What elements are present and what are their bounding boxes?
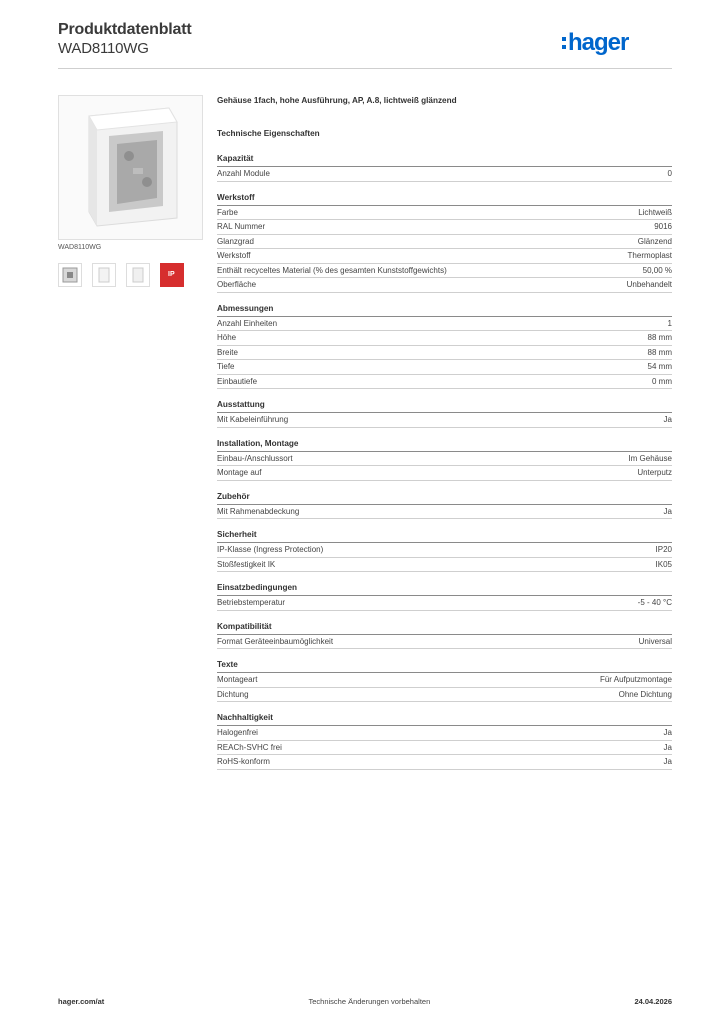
spec-label: IP-Klasse (Ingress Protection) bbox=[217, 545, 324, 554]
spec-row bbox=[217, 505, 672, 520]
spec-row bbox=[217, 726, 672, 741]
product-media bbox=[58, 95, 203, 287]
spec-row bbox=[217, 466, 672, 481]
spec-row bbox=[217, 673, 672, 688]
spec-value: Im Gehäuse bbox=[628, 453, 672, 463]
spec-row bbox=[217, 331, 672, 346]
section-title: Werkstoff bbox=[217, 192, 672, 206]
spec-section bbox=[217, 582, 672, 611]
spec-value: 50,00 % bbox=[642, 265, 672, 275]
spec-label: Glanzgrad bbox=[217, 236, 254, 246]
spec-row bbox=[217, 249, 672, 264]
spec-label: Oberfläche bbox=[217, 280, 257, 289]
product-specs bbox=[217, 96, 672, 770]
section-title: Texte bbox=[217, 659, 672, 673]
spec-sections bbox=[217, 153, 672, 770]
ip-badge: IP bbox=[168, 271, 175, 278]
spec-row bbox=[217, 688, 672, 703]
spec-value: 88 mm bbox=[647, 347, 672, 357]
footer-date: 24.04.2026 bbox=[634, 997, 672, 1006]
section-title: Ausstattung bbox=[217, 399, 672, 413]
spec-value: Ja bbox=[663, 728, 672, 737]
spec-section bbox=[217, 621, 672, 650]
spec-value: Thermoplast bbox=[627, 251, 672, 260]
spec-value: Glänzend bbox=[637, 236, 672, 246]
spec-row bbox=[217, 741, 672, 756]
spec-value: 0 bbox=[667, 169, 672, 178]
spec-label: Montage auf bbox=[217, 468, 262, 477]
spec-value: Ja bbox=[663, 742, 672, 752]
spec-section bbox=[217, 712, 672, 770]
spec-label: Stoßfestigkeit IK bbox=[217, 559, 276, 569]
spec-row bbox=[217, 235, 672, 250]
spec-label: Breite bbox=[217, 347, 238, 357]
spec-label: Einbautiefe bbox=[217, 376, 258, 386]
spec-row bbox=[217, 413, 672, 428]
spec-value: Unterputz bbox=[637, 468, 672, 477]
section-title: Nachhaltigkeit bbox=[217, 712, 672, 726]
spec-row bbox=[217, 346, 672, 361]
spec-row bbox=[217, 543, 672, 558]
spec-label: Anzahl Module bbox=[217, 169, 270, 178]
spec-section bbox=[217, 303, 672, 390]
footer-notice: Technische Änderungen vorbehalten bbox=[308, 997, 431, 1006]
product-image[interactable] bbox=[58, 95, 203, 240]
spec-row bbox=[217, 596, 672, 611]
spec-section bbox=[217, 438, 672, 481]
spec-value: 9016 bbox=[654, 222, 672, 231]
spec-label: RAL Nummer bbox=[217, 222, 266, 231]
spec-value: 0 mm bbox=[652, 376, 672, 386]
spec-row bbox=[217, 755, 672, 770]
spec-value: -5 - 40 °C bbox=[637, 598, 672, 607]
thumbnail-strip bbox=[58, 263, 203, 287]
spec-section bbox=[217, 529, 672, 572]
page-title: Produktdatenblatt bbox=[58, 21, 192, 38]
spec-value: Ja bbox=[663, 757, 672, 766]
spec-section bbox=[217, 491, 672, 520]
spec-label: Betriebstemperatur bbox=[217, 598, 286, 607]
spec-row bbox=[217, 635, 672, 650]
spec-section bbox=[217, 192, 672, 293]
spec-label: Mit Kabeleinführung bbox=[217, 415, 289, 424]
page-footer bbox=[58, 997, 672, 1006]
spec-section bbox=[217, 659, 672, 702]
spec-label: REACh-SVHC frei bbox=[217, 742, 282, 752]
spec-row bbox=[217, 206, 672, 221]
spec-row bbox=[217, 360, 672, 375]
spec-row bbox=[217, 278, 672, 293]
spec-value: Ja bbox=[663, 506, 672, 516]
thumbnail-ip-rating[interactable] bbox=[160, 263, 184, 287]
spec-row bbox=[217, 167, 672, 182]
technical-properties-heading: Technische Eigenschaften bbox=[217, 129, 320, 138]
spec-row bbox=[217, 317, 672, 332]
spec-value: Für Aufputzmontage bbox=[599, 675, 672, 684]
product-name: Gehäuse 1fach, hohe Ausführung, AP, A.8, lichtweiß glänzend bbox=[217, 96, 457, 105]
product-code: WAD8110WG bbox=[58, 40, 149, 57]
spec-label: Enthält recyceltes Material (% des gesamten Kunststoffgewichts) bbox=[217, 265, 447, 275]
section-title: Zubehör bbox=[217, 491, 672, 505]
thumbnail-product-back[interactable] bbox=[126, 263, 150, 287]
section-title: Sicherheit bbox=[217, 529, 672, 543]
svg-text:hager: hager bbox=[568, 29, 629, 56]
thumbnail-product-front[interactable] bbox=[58, 263, 82, 287]
spec-row bbox=[217, 452, 672, 467]
spec-label: Tiefe bbox=[217, 362, 235, 371]
spec-row bbox=[217, 264, 672, 279]
section-title: Installation, Montage bbox=[217, 438, 672, 452]
spec-row bbox=[217, 220, 672, 235]
spec-section bbox=[217, 153, 672, 182]
image-caption: WAD8110WG bbox=[58, 244, 102, 251]
spec-value: 54 mm bbox=[647, 362, 672, 371]
spec-label: RoHS-konform bbox=[217, 757, 270, 766]
spec-label: Montageart bbox=[217, 675, 258, 684]
spec-value: IP20 bbox=[655, 545, 672, 554]
section-title: Kapazität bbox=[217, 153, 672, 167]
spec-section bbox=[217, 399, 672, 428]
section-title: Kompatibilität bbox=[217, 621, 672, 635]
spec-row bbox=[217, 558, 672, 573]
spec-label: Halogenfrei bbox=[217, 728, 258, 737]
thumbnail-product-side[interactable] bbox=[92, 263, 116, 287]
spec-value: Unbehandelt bbox=[626, 280, 672, 289]
spec-label: Einbau-/Anschlussort bbox=[217, 453, 293, 463]
spec-value: IK05 bbox=[655, 559, 672, 569]
spec-value: Ohne Dichtung bbox=[618, 689, 672, 699]
spec-value: Lichtweiß bbox=[638, 207, 672, 217]
spec-label: Werkstoff bbox=[217, 251, 251, 260]
spec-value: 1 bbox=[667, 318, 672, 328]
section-title: Einsatzbedingungen bbox=[217, 582, 672, 596]
footer-website-link[interactable]: hager.com/at bbox=[58, 997, 105, 1006]
spec-label: Farbe bbox=[217, 207, 238, 217]
spec-label: Dichtung bbox=[217, 689, 249, 699]
page-header bbox=[58, 20, 192, 58]
section-title: Abmessungen bbox=[217, 303, 672, 317]
spec-row bbox=[217, 375, 672, 390]
header-divider bbox=[58, 68, 672, 69]
spec-label: Mit Rahmenabdeckung bbox=[217, 506, 300, 516]
spec-label: Anzahl Einheiten bbox=[217, 318, 278, 328]
spec-value: 88 mm bbox=[647, 333, 672, 342]
spec-value: Universal bbox=[638, 636, 672, 646]
hager-logo bbox=[562, 28, 672, 58]
spec-value: Ja bbox=[663, 415, 672, 424]
spec-label: Format Geräteeinbaumöglichkeit bbox=[217, 636, 334, 646]
spec-label: Höhe bbox=[217, 333, 237, 342]
